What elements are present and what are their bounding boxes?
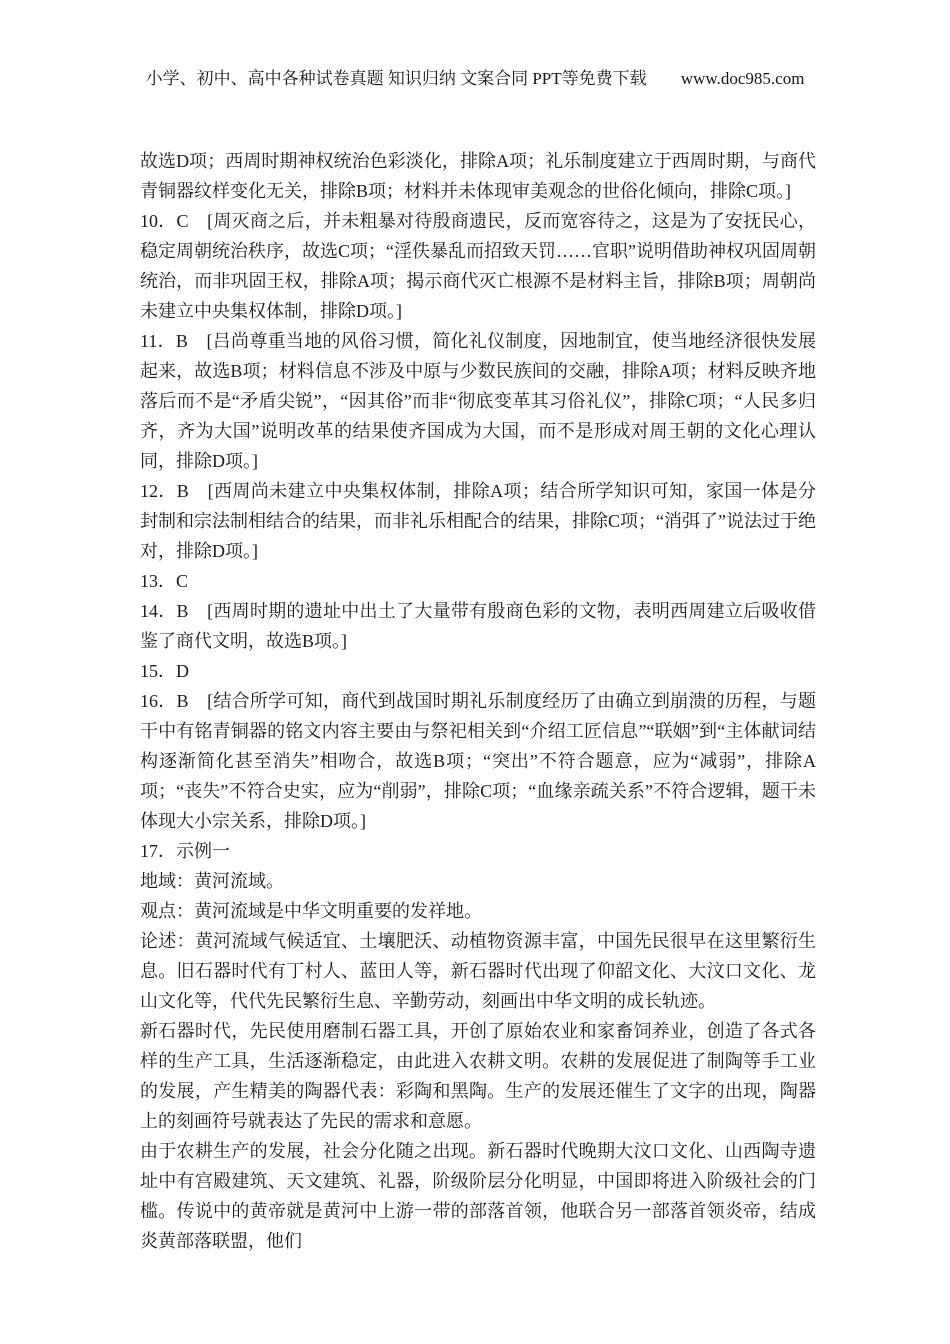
site-notice-text: 小学、初中、高中各种试卷真题 知识归纳 文案合同 PPT等免费下载 xyxy=(145,69,647,88)
paragraph: 新石器时代，先民使用磨制石器工具，开创了原始农业和家畜饲养业，创造了各式各样的生产工具，生活逐渐稳定，由此进入农耕文明。农耕的发展促进了制陶等手工业的发展，产生精美的陶器代表：彩陶和黑陶。生产的发展还催生了文字的出现，陶器上的刻画符号就表达了先民的需求和意愿。 xyxy=(140,1021,816,1131)
paragraph: 11．B [吕尚尊重当地的风俗习惯，简化礼仪制度，因地制宜，使当地经济很快发展起来，故选B项；材料信息不涉及中原与少数民族间的交融，排除A项；材料反映齐地落后而不是“矛盾尖锐”，“因其俗”而非“彻底变革其习俗礼仪”，排除C项；“人民多归齐，齐为大国”说明改革的结果使齐国成为大国，而不是形成对周王朝的文化心理认同，排除D项。] xyxy=(140,331,816,471)
paragraph: 地域：黄河流域。 xyxy=(140,871,284,891)
paragraph: 15．D xyxy=(140,661,189,681)
paragraph: 10．C [周灭商之后，并未粗暴对待殷商遗民，反而宽容待之，这是为了安抚民心，稳定周朝统治秩序，故选C项；“淫佚暴乱而招致天罚……官职”说明借助神权巩固周朝统治，而非巩固王权，排除A项；揭示商代灭亡根源不是材料主旨，排除B项；周朝尚未建立中央集权体制，排除D项。] xyxy=(140,211,816,321)
paragraph: 17．示例一 xyxy=(140,841,230,861)
paragraph: 观点：黄河流域是中华文明重要的发祥地。 xyxy=(140,901,482,921)
paragraph: 由于农耕生产的发展，社会分化随之出现。新石器时代晚期大汶口文化、山西陶寺遗址中有宫殿建筑、天文建筑、礼器，阶级阶层分化明显，中国即将进入阶级社会的门槛。传说中的黄帝就是黄河中上游一带的部落首领，他联合另一部落首领炎帝，结成炎黄部落联盟，他们 xyxy=(140,1141,816,1251)
site-url-text: www.doc985.com xyxy=(680,69,805,88)
paragraph: 16．B [结合所学可知，商代到战国时期礼乐制度经历了由确立到崩溃的历程，与题干中有铭青铜器的铭文内容主要由与祭祀相关到“介绍工匠信息”“联姻”到“主体献词结构逐渐简化甚至消失”相吻合，故选B项；“突出”不符合题意，应为“减弱”，排除A项；“丧失”不符合史实，应为“削弱”，排除C项；“血缘亲疏关系”不符合逻辑，题干未体现大小宗关系，排除D项。] xyxy=(140,691,816,831)
paragraph: 故选D项；西周时期神权统治色彩淡化，排除A项；礼乐制度建立于西周时期，与商代青铜器纹样变化无关，排除B项；材料并未体现审美观念的世俗化倾向，排除C项。] xyxy=(140,151,816,201)
paragraph: 论述：黄河流域气候适宜、土壤肥沃、动植物资源丰富，中国先民很早在这里繁衍生息。旧石器时代有丁村人、蓝田人等，新石器时代出现了仰韶文化、大汶口文化、龙山文化等，代代先民繁衍生息、辛勤劳动，刻画出中华文明的成长轨迹。 xyxy=(140,931,816,1011)
paragraph: 13．C xyxy=(140,571,189,591)
document-body xyxy=(140,146,816,1256)
page-header xyxy=(0,68,950,90)
paragraph: 12．B [西周尚未建立中央集权体制，排除A项；结合所学知识可知，家国一体是分封制和宗法制相结合的结果，而非礼乐相配合的结果，排除C项；“消弭了”说法过于绝对，排除D项。] xyxy=(140,481,816,561)
paragraph: 14．B [西周时期的遗址中出土了大量带有殷商色彩的文物，表明西周建立后吸收借鉴了商代文明，故选B项。] xyxy=(140,601,816,651)
